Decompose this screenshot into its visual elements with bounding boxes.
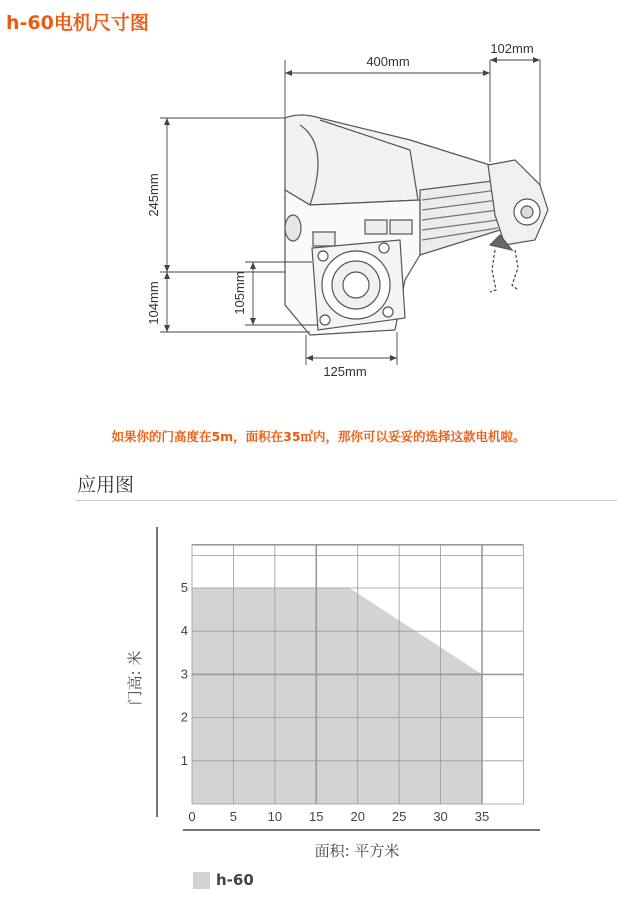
page-title: h-60电机尺寸图 [6, 12, 149, 34]
x-tick-label: 0 [188, 809, 196, 824]
dim-height-lower-label: 104mm [146, 281, 161, 325]
y-tick-label: 1 [180, 752, 188, 768]
x-tick-label: 35 [474, 809, 490, 824]
x-tick-label: 30 [433, 809, 448, 824]
x-axis-label: 面积: 平方米 [314, 842, 400, 860]
series-area-0 [192, 588, 482, 804]
y-tick-label: 4 [180, 623, 188, 639]
dim-flange-width-label: 125mm [323, 364, 367, 379]
x-tick-label: 10 [267, 809, 283, 824]
dim-length-label: 400mm [366, 54, 410, 69]
y-tick-label: 3 [180, 666, 188, 682]
dim-height-upper-label: 245mm [146, 173, 161, 217]
x-tick-label: 25 [391, 809, 407, 824]
y-tick-label: 2 [180, 709, 188, 725]
legend-label: h-60 [216, 871, 254, 889]
dim-depth-label: 102mm [490, 41, 534, 56]
y-axis-label: 门高: 米 [126, 650, 144, 706]
x-tick-label: 5 [229, 809, 238, 824]
x-tick-label: 20 [350, 809, 365, 824]
legend [193, 871, 254, 889]
recommendation-note: 如果你的门高度在5m，面积在35㎡内，那你可以妥妥的选择这款电机啦。 [111, 429, 526, 444]
x-tick-label: 15 [309, 809, 324, 824]
y-tick-label: 5 [180, 580, 188, 595]
section-title: 应用图 [77, 474, 135, 496]
dim-flange-height-label: 105mm [232, 271, 247, 315]
legend-swatch [193, 872, 210, 889]
